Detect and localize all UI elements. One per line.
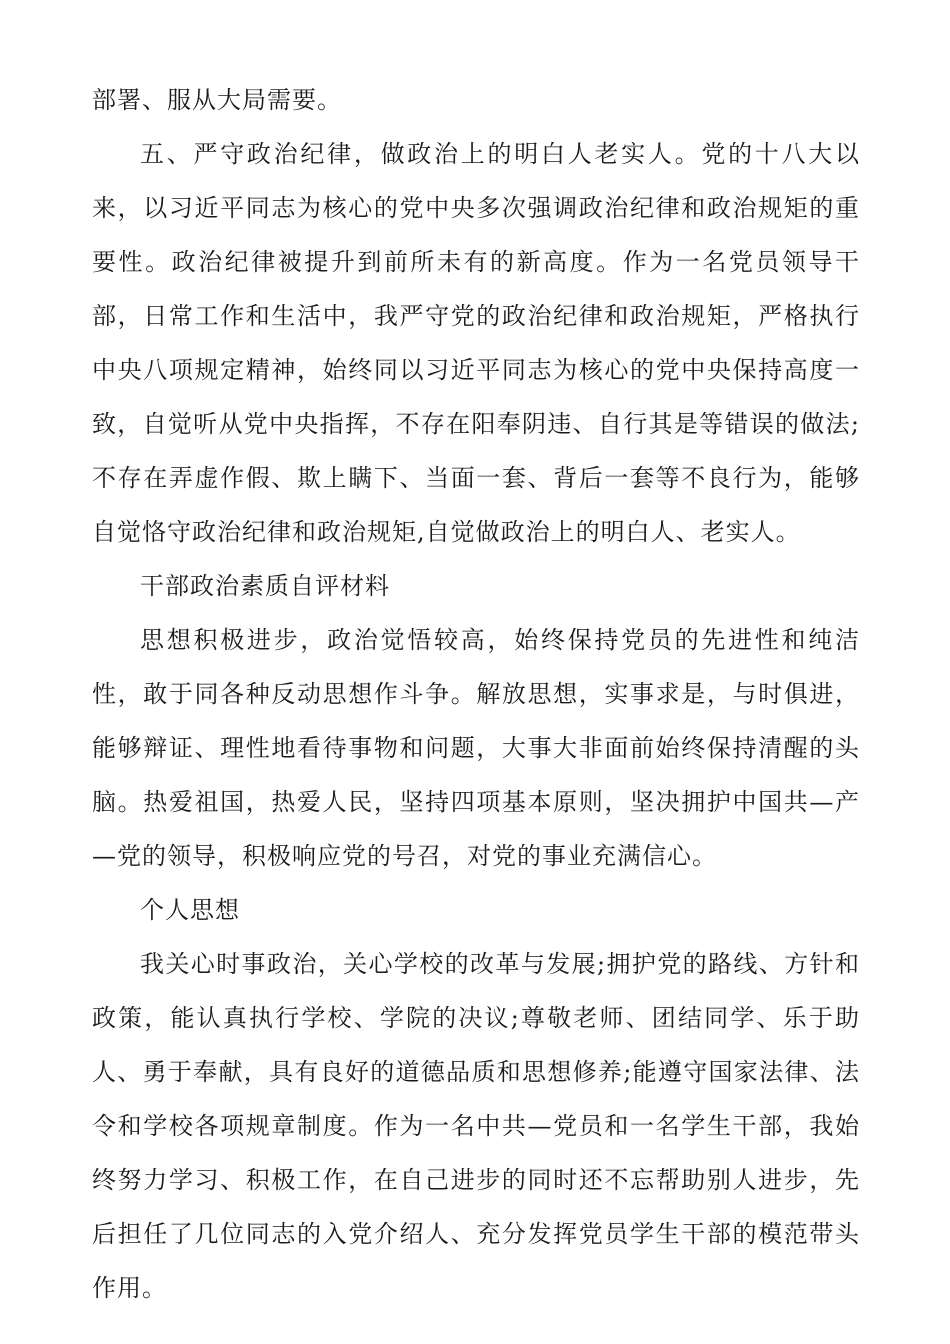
paragraph-political-discipline: 五、严守政治纪律，做政治上的明白人老实人。党的十八大以来，以习近平同志为核心的党中央多次强调政治纪律和政治规矩的重要性。政治纪律被提升到前所未有的新高度。作为一名党员领导干部，日常工作和生活中，我严守党的政治纪律和政治规矩，严格执行中央八项规定精神，始终同以习近平同志为核心的党中央保持高度一致，自觉听从党中央指挥，不存在阳奉阴违、自行其是等错误的做法;不存在弄虚作假、欺上瞒下、当面一套、背后一套等不良行为，能够自觉恪守政治纪律和政治规矩,自觉做政治上的明白人、老实人。 — [92, 140, 860, 546]
document-body — [92, 73, 860, 1315]
paragraph-continuation: 部署、服从大局需要。 — [92, 86, 342, 114]
section-heading-personal-thought: 个人思想 — [140, 896, 240, 924]
section-heading-self-evaluation: 干部政治素质自评材料 — [140, 572, 390, 600]
paragraph-personal-thought: 我关心时事政治，关心学校的改革与发展;拥护党的路线、方针和政策，能认真执行学校、学院的决议;尊敬老师、团结同学、乐于助人、勇于奉献，具有良好的道德品质和思想修养;能遵守国家法律、法令和学校各项规章制度。作为一名中共—党员和一名学生干部，我始终努力学习、积极工作，在自己进步的同时还不忘帮助别人进步，先后担任了几位同志的入党介绍人、充分发挥党员学生干部的模范带头作用。 — [92, 950, 860, 1302]
paragraph-political-quality: 思想积极进步，政治觉悟较高，始终保持党员的先进性和纯洁性，敢于同各种反动思想作斗争。解放思想，实事求是，与时俱进，能够辩证、理性地看待事物和问题，大事大非面前始终保持清醒的头脑。热爱祖国，热爱人民，坚持四项基本原则，坚决拥护中国共—产—党的领导，积极响应党的号召，对党的事业充满信心。 — [92, 626, 860, 870]
